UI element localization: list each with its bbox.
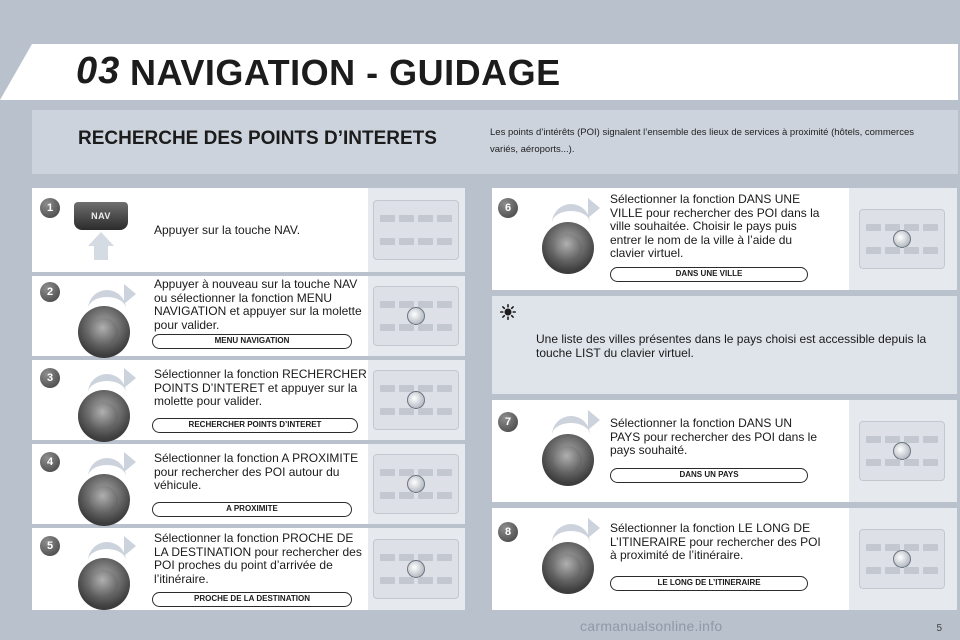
menu-label-pill: LE LONG DE L’ITINERAIRE <box>610 576 808 591</box>
radio-panel-thumbnail <box>368 188 465 272</box>
menu-label-pill: DANS UNE VILLE <box>610 267 808 282</box>
chapter-number: 03 <box>76 50 121 92</box>
step-number-badge: 1 <box>40 198 60 218</box>
step-3-text: Sélectionner la fonction RECHERCHER POINTS D’INTERET et appuyer sur la molette pour valider. <box>154 367 367 408</box>
step-5-text: Sélectionner la fonction PROCHE DE LA DESTINATION pour rechercher des POI proches du point d’arrivée de l’itinéraire. <box>154 531 362 586</box>
menu-label-pill: A PROXIMITE <box>152 502 352 517</box>
tip-sun-icon <box>500 304 516 320</box>
step-8-text: Sélectionner la fonction LE LONG DE L’ITINERAIRE pour rechercher des POI à proximité de l’itinéraire. <box>610 521 821 562</box>
step-1-text: Appuyer sur la touche NAV. <box>154 223 301 237</box>
page-number: 5 <box>936 623 942 634</box>
menu-label-pill: RECHERCHER POINTS D’INTERET <box>152 418 358 433</box>
radio-panel-thumbnail <box>849 188 957 290</box>
menu-label-pill: MENU NAVIGATION <box>152 334 352 349</box>
step-number-badge: 4 <box>40 452 60 472</box>
step-number-badge: 3 <box>40 368 60 388</box>
radio-panel-thumbnail <box>368 528 465 610</box>
nav-key-icon: NAV <box>74 202 128 230</box>
step-number-badge: 8 <box>498 522 518 542</box>
step-6-text: Sélectionner la fonction DANS UNE VILLE pour rechercher des POI dans la ville souhaitée. Choisir le pays puis entrer le nom de la ville à l’aide du clavier virtuel. <box>610 192 820 260</box>
dial-knob-icon <box>542 222 594 274</box>
dial-knob-icon <box>78 558 130 610</box>
dial-knob-icon <box>78 306 130 358</box>
step-number-badge: 6 <box>498 198 518 218</box>
radio-panel-thumbnail <box>849 508 957 610</box>
dial-knob-icon <box>542 542 594 594</box>
radio-panel-thumbnail <box>368 360 465 440</box>
tip-text: Une liste des villes présentes dans le pays choisi est accessible depuis la touche LIST du clavier virtuel. <box>536 332 927 360</box>
dial-knob-icon <box>78 474 130 526</box>
step-number-badge: 5 <box>40 536 60 556</box>
page-title: NAVIGATION - GUIDAGE <box>130 52 561 93</box>
menu-label-pill: PROCHE DE LA DESTINATION <box>152 592 352 607</box>
radio-panel-thumbnail <box>849 400 957 502</box>
press-arrow-icon <box>94 232 108 260</box>
menu-label-pill: DANS UN PAYS <box>610 468 808 483</box>
step-2-text: Appuyer à nouveau sur la touche NAV ou sélectionner la fonction MENU NAVIGATION et appuyer sur la molette pour valider. <box>154 277 362 332</box>
dial-knob-icon <box>78 390 130 442</box>
step-7-text: Sélectionner la fonction DANS UN PAYS pour rechercher des POI dans le pays souhaité. <box>610 416 817 457</box>
watermark: carmanualsonline.info <box>580 618 723 634</box>
radio-panel-thumbnail <box>368 276 465 356</box>
step-number-badge: 7 <box>498 412 518 432</box>
section-intro: Les points d’intérêts (POI) signalent l’ensemble des lieux de services à proximité (hôtels, commerces variés, aéroports...). <box>490 127 914 155</box>
section-title: RECHERCHE DES POINTS D’INTERETS <box>78 128 437 149</box>
radio-panel-thumbnail <box>368 444 465 524</box>
step-number-badge: 2 <box>40 282 60 302</box>
step-4-text: Sélectionner la fonction A PROXIMITE pour rechercher des POI autour du véhicule. <box>154 451 359 492</box>
dial-knob-icon <box>542 434 594 486</box>
